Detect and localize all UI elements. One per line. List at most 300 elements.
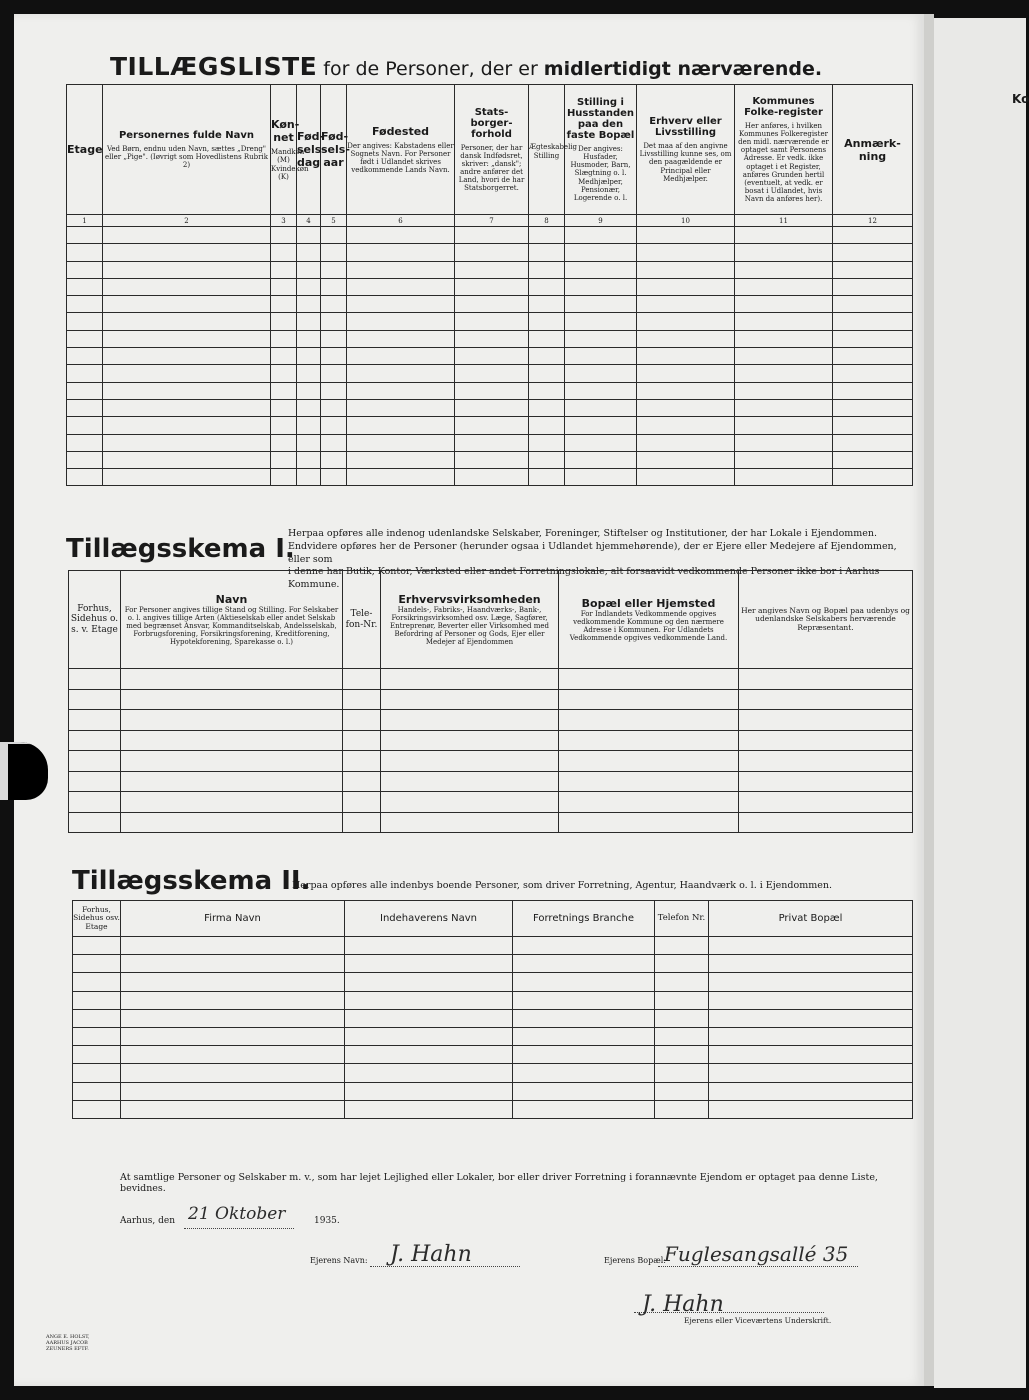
- entry-cell[interactable]: [103, 330, 271, 347]
- entry-cell[interactable]: [529, 469, 565, 486]
- entry-cell[interactable]: [735, 244, 833, 261]
- entry-cell[interactable]: [69, 710, 121, 731]
- entry-cell[interactable]: [297, 330, 321, 347]
- entry-cell[interactable]: [67, 382, 103, 399]
- entry-cell[interactable]: [529, 227, 565, 244]
- entry-cell[interactable]: [121, 955, 345, 973]
- entry-cell[interactable]: [381, 669, 559, 690]
- entry-cell[interactable]: [297, 434, 321, 451]
- entry-cell[interactable]: [739, 812, 913, 833]
- entry-cell[interactable]: [709, 1100, 913, 1118]
- entry-cell[interactable]: [297, 451, 321, 468]
- entry-cell[interactable]: [381, 812, 559, 833]
- entry-cell[interactable]: [529, 313, 565, 330]
- entry-cell[interactable]: [297, 227, 321, 244]
- entry-cell[interactable]: [321, 417, 347, 434]
- entry-cell[interactable]: [121, 689, 343, 710]
- entry-cell[interactable]: [67, 451, 103, 468]
- entry-cell[interactable]: [343, 751, 381, 772]
- entry-cell[interactable]: [655, 991, 709, 1009]
- entry-cell[interactable]: [565, 278, 637, 295]
- entry-cell[interactable]: [345, 1082, 513, 1100]
- entry-cell[interactable]: [455, 382, 529, 399]
- entry-cell[interactable]: [513, 1009, 655, 1027]
- entry-cell[interactable]: [529, 451, 565, 468]
- entry-cell[interactable]: [637, 434, 735, 451]
- entry-cell[interactable]: [321, 399, 347, 416]
- entry-cell[interactable]: [455, 261, 529, 278]
- entry-cell[interactable]: [637, 313, 735, 330]
- entry-cell[interactable]: [565, 330, 637, 347]
- entry-cell[interactable]: [347, 296, 455, 313]
- entry-cell[interactable]: [103, 313, 271, 330]
- entry-cell[interactable]: [73, 1046, 121, 1064]
- entry-cell[interactable]: [513, 1082, 655, 1100]
- entry-cell[interactable]: [67, 261, 103, 278]
- entry-cell[interactable]: [529, 244, 565, 261]
- main-col-title-3: Køn-net: [271, 118, 300, 145]
- entry-cell[interactable]: [455, 434, 529, 451]
- entry-cell[interactable]: [455, 348, 529, 365]
- entry-cell[interactable]: [513, 973, 655, 991]
- entry-cell[interactable]: [381, 689, 559, 710]
- entry-cell[interactable]: [69, 751, 121, 772]
- entry-cell[interactable]: [735, 261, 833, 278]
- entry-cell[interactable]: [565, 434, 637, 451]
- entry-cell[interactable]: [455, 330, 529, 347]
- entry-cell[interactable]: [103, 227, 271, 244]
- entry-cell[interactable]: [121, 751, 343, 772]
- entry-cell[interactable]: [271, 278, 297, 295]
- entry-cell[interactable]: [529, 330, 565, 347]
- entry-cell[interactable]: [345, 1046, 513, 1064]
- entry-cell[interactable]: [297, 469, 321, 486]
- entry-cell[interactable]: [347, 365, 455, 382]
- entry-cell[interactable]: [513, 937, 655, 955]
- entry-cell[interactable]: [739, 792, 913, 813]
- entry-cell[interactable]: [529, 296, 565, 313]
- entry-cell[interactable]: [455, 365, 529, 382]
- entry-cell[interactable]: [709, 1082, 913, 1100]
- entry-cell[interactable]: [121, 973, 345, 991]
- entry-cell[interactable]: [271, 261, 297, 278]
- entry-cell[interactable]: [67, 330, 103, 347]
- entry-cell[interactable]: [297, 399, 321, 416]
- entry-cell[interactable]: [513, 1027, 655, 1045]
- column-number-2: 2: [103, 215, 271, 227]
- entry-cell[interactable]: [833, 417, 913, 434]
- entry-cell[interactable]: [513, 1100, 655, 1118]
- entry-cell[interactable]: [833, 469, 913, 486]
- entry-cell[interactable]: [709, 1046, 913, 1064]
- entry-cell[interactable]: [637, 261, 735, 278]
- entry-cell[interactable]: [103, 244, 271, 261]
- entry-cell[interactable]: [735, 296, 833, 313]
- entry-cell[interactable]: [529, 434, 565, 451]
- entry-cell[interactable]: [655, 1064, 709, 1082]
- entry-cell[interactable]: [637, 278, 735, 295]
- entry-cell[interactable]: [69, 812, 121, 833]
- entry-cell[interactable]: [709, 955, 913, 973]
- entry-cell[interactable]: [529, 399, 565, 416]
- title-main: TILLÆGSLISTE: [110, 52, 318, 81]
- entry-cell[interactable]: [455, 313, 529, 330]
- entry-cell[interactable]: [637, 330, 735, 347]
- entry-cell[interactable]: [565, 451, 637, 468]
- entry-cell[interactable]: [833, 434, 913, 451]
- entry-cell[interactable]: [271, 348, 297, 365]
- entry-cell[interactable]: [271, 244, 297, 261]
- entry-cell[interactable]: [833, 382, 913, 399]
- entry-cell[interactable]: [297, 348, 321, 365]
- entry-cell[interactable]: [655, 937, 709, 955]
- entry-cell[interactable]: [655, 955, 709, 973]
- entry-cell[interactable]: [271, 417, 297, 434]
- entry-cell[interactable]: [381, 771, 559, 792]
- entry-cell[interactable]: [637, 399, 735, 416]
- skema1-col-bopael: [559, 571, 739, 669]
- entry-cell[interactable]: [347, 330, 455, 347]
- entry-cell[interactable]: [735, 313, 833, 330]
- entry-cell[interactable]: [103, 417, 271, 434]
- entry-cell[interactable]: [67, 227, 103, 244]
- entry-cell[interactable]: [833, 451, 913, 468]
- entry-cell[interactable]: [455, 469, 529, 486]
- entry-cell[interactable]: [347, 382, 455, 399]
- entry-cell[interactable]: [529, 417, 565, 434]
- entry-cell[interactable]: [637, 451, 735, 468]
- entry-cell[interactable]: [67, 434, 103, 451]
- entry-cell[interactable]: [73, 1100, 121, 1118]
- entry-cell[interactable]: [271, 227, 297, 244]
- entry-cell[interactable]: [103, 365, 271, 382]
- entry-cell[interactable]: [735, 434, 833, 451]
- entry-cell[interactable]: [565, 365, 637, 382]
- entry-cell[interactable]: [67, 296, 103, 313]
- entry-cell[interactable]: [121, 771, 343, 792]
- entry-cell[interactable]: [321, 330, 347, 347]
- entry-cell[interactable]: [103, 261, 271, 278]
- entry-cell[interactable]: [271, 469, 297, 486]
- entry-cell[interactable]: [321, 227, 347, 244]
- entry-cell[interactable]: [271, 313, 297, 330]
- entry-cell[interactable]: [455, 296, 529, 313]
- entry-cell[interactable]: [637, 296, 735, 313]
- entry-cell[interactable]: [347, 469, 455, 486]
- entry-cell[interactable]: [347, 451, 455, 468]
- entry-cell[interactable]: [735, 417, 833, 434]
- entry-cell[interactable]: [103, 469, 271, 486]
- entry-cell[interactable]: [455, 227, 529, 244]
- skema2-entry-row: [73, 1100, 913, 1118]
- entry-cell[interactable]: [297, 261, 321, 278]
- entry-cell[interactable]: [67, 278, 103, 295]
- entry-cell[interactable]: [565, 417, 637, 434]
- entry-cell[interactable]: [73, 937, 121, 955]
- entry-cell[interactable]: [559, 689, 739, 710]
- entry-cell[interactable]: [347, 348, 455, 365]
- entry-cell[interactable]: [455, 399, 529, 416]
- entry-cell[interactable]: [381, 792, 559, 813]
- entry-cell[interactable]: [833, 227, 913, 244]
- owner-address-line: [658, 1266, 858, 1267]
- entry-cell[interactable]: [565, 313, 637, 330]
- entry-cell[interactable]: [381, 710, 559, 731]
- entry-cell[interactable]: [297, 313, 321, 330]
- entry-cell[interactable]: [121, 1082, 345, 1100]
- entry-cell[interactable]: [343, 792, 381, 813]
- entry-cell[interactable]: [121, 812, 343, 833]
- entry-cell[interactable]: [347, 417, 455, 434]
- main-col-title-5: Fød-sels-aar: [321, 130, 350, 169]
- entry-cell[interactable]: [637, 244, 735, 261]
- entry-cell[interactable]: [121, 669, 343, 690]
- entry-cell[interactable]: [833, 296, 913, 313]
- entry-cell[interactable]: [735, 469, 833, 486]
- entry-cell[interactable]: [321, 382, 347, 399]
- entry-cell[interactable]: [321, 313, 347, 330]
- entry-cell[interactable]: [73, 973, 121, 991]
- entry-cell[interactable]: [271, 330, 297, 347]
- entry-cell[interactable]: [739, 710, 913, 731]
- entry-cell[interactable]: [513, 991, 655, 1009]
- entry-cell[interactable]: [271, 399, 297, 416]
- entry-cell[interactable]: [271, 434, 297, 451]
- entry-cell[interactable]: [345, 955, 513, 973]
- entry-cell[interactable]: [739, 689, 913, 710]
- entry-cell[interactable]: [455, 244, 529, 261]
- entry-cell[interactable]: [73, 1082, 121, 1100]
- entry-cell[interactable]: [637, 469, 735, 486]
- entry-cell[interactable]: [121, 1100, 345, 1118]
- entry-cell[interactable]: [271, 296, 297, 313]
- entry-cell[interactable]: [345, 1100, 513, 1118]
- entry-cell[interactable]: [637, 365, 735, 382]
- entry-cell[interactable]: [67, 244, 103, 261]
- entry-cell[interactable]: [513, 1064, 655, 1082]
- entry-cell[interactable]: [739, 669, 913, 690]
- entry-cell[interactable]: [833, 365, 913, 382]
- entry-cell[interactable]: [735, 278, 833, 295]
- entry-cell[interactable]: [343, 669, 381, 690]
- entry-cell[interactable]: [709, 1027, 913, 1045]
- entry-cell[interactable]: [565, 261, 637, 278]
- entry-cell[interactable]: [321, 296, 347, 313]
- entry-cell[interactable]: [343, 710, 381, 731]
- entry-cell[interactable]: [833, 278, 913, 295]
- entry-cell[interactable]: [69, 669, 121, 690]
- entry-cell[interactable]: [565, 399, 637, 416]
- entry-cell[interactable]: [455, 417, 529, 434]
- entry-cell[interactable]: [321, 451, 347, 468]
- entry-cell[interactable]: [343, 812, 381, 833]
- entry-cell[interactable]: [121, 710, 343, 731]
- entry-cell[interactable]: [121, 1064, 345, 1082]
- entry-cell[interactable]: [565, 227, 637, 244]
- entry-cell[interactable]: [833, 261, 913, 278]
- entry-cell[interactable]: [121, 991, 345, 1009]
- entry-cell[interactable]: [69, 792, 121, 813]
- entry-cell[interactable]: [297, 365, 321, 382]
- entry-cell[interactable]: [559, 771, 739, 792]
- entry-cell[interactable]: [529, 348, 565, 365]
- entry-cell[interactable]: [121, 730, 343, 751]
- entry-cell[interactable]: [321, 434, 347, 451]
- entry-cell[interactable]: [69, 689, 121, 710]
- entry-cell[interactable]: [455, 278, 529, 295]
- entry-cell[interactable]: [67, 417, 103, 434]
- entry-cell[interactable]: [297, 244, 321, 261]
- entry-cell[interactable]: [321, 261, 347, 278]
- entry-cell[interactable]: [565, 296, 637, 313]
- entry-cell[interactable]: [739, 771, 913, 792]
- entry-cell[interactable]: [297, 417, 321, 434]
- entry-cell[interactable]: [513, 1046, 655, 1064]
- entry-cell[interactable]: [347, 313, 455, 330]
- entry-cell[interactable]: [73, 1009, 121, 1027]
- entry-cell[interactable]: [321, 278, 347, 295]
- entry-cell[interactable]: [347, 244, 455, 261]
- entry-cell[interactable]: [271, 451, 297, 468]
- entry-cell[interactable]: [345, 1009, 513, 1027]
- entry-cell[interactable]: [343, 771, 381, 792]
- entry-cell[interactable]: [637, 227, 735, 244]
- entry-cell[interactable]: [103, 399, 271, 416]
- entry-cell[interactable]: [321, 469, 347, 486]
- entry-cell[interactable]: [529, 382, 565, 399]
- entry-cell[interactable]: [347, 399, 455, 416]
- entry-cell[interactable]: [565, 469, 637, 486]
- entry-cell[interactable]: [73, 991, 121, 1009]
- entry-cell[interactable]: [655, 1100, 709, 1118]
- entry-cell[interactable]: [637, 382, 735, 399]
- entry-cell[interactable]: [833, 348, 913, 365]
- skema2-description: Herpaa opføres alle indenbys boende Personer, som driver Forretning, Agentur, Haandværk o. l. i Ejendommen.: [292, 880, 832, 891]
- entry-cell[interactable]: [709, 1064, 913, 1082]
- entry-cell[interactable]: [321, 348, 347, 365]
- entry-cell[interactable]: [381, 730, 559, 751]
- entry-cell[interactable]: [735, 399, 833, 416]
- entry-cell[interactable]: [833, 399, 913, 416]
- entry-cell[interactable]: [73, 955, 121, 973]
- skema1-desc-line-c: i denne har Butik, Kontor, Værksted eller andet Forretningslokale, alt forsaavidt vedkommende Personer ikke bor i Aarhus Kommune.: [288, 566, 880, 591]
- entry-cell[interactable]: [73, 1027, 121, 1045]
- entry-cell[interactable]: [103, 382, 271, 399]
- entry-cell[interactable]: [271, 382, 297, 399]
- entry-cell[interactable]: [565, 382, 637, 399]
- main-col-header-6: [347, 85, 455, 215]
- entry-cell[interactable]: [565, 244, 637, 261]
- entry-cell[interactable]: [735, 348, 833, 365]
- entry-cell[interactable]: [735, 382, 833, 399]
- entry-cell[interactable]: [345, 1027, 513, 1045]
- entry-cell[interactable]: [513, 955, 655, 973]
- owner-address-label: Ejerens Bopæl:: [604, 1256, 667, 1265]
- entry-cell[interactable]: [455, 451, 529, 468]
- entry-cell[interactable]: [121, 1046, 345, 1064]
- entry-cell[interactable]: [381, 751, 559, 772]
- entry-cell[interactable]: [297, 278, 321, 295]
- entry-cell[interactable]: [103, 451, 271, 468]
- entry-cell[interactable]: [833, 330, 913, 347]
- entry-cell[interactable]: [297, 382, 321, 399]
- entry-cell[interactable]: [103, 434, 271, 451]
- entry-cell[interactable]: [103, 278, 271, 295]
- entry-cell[interactable]: [103, 348, 271, 365]
- entry-cell[interactable]: [347, 227, 455, 244]
- entry-cell[interactable]: [321, 244, 347, 261]
- entry-cell[interactable]: [67, 313, 103, 330]
- entry-cell[interactable]: [347, 434, 455, 451]
- entry-cell[interactable]: [529, 261, 565, 278]
- entry-cell[interactable]: [69, 730, 121, 751]
- entry-cell[interactable]: [833, 313, 913, 330]
- entry-cell[interactable]: [655, 1082, 709, 1100]
- entry-cell[interactable]: [321, 365, 347, 382]
- entry-cell[interactable]: [73, 1064, 121, 1082]
- entry-cell[interactable]: [347, 261, 455, 278]
- entry-cell[interactable]: [559, 710, 739, 731]
- entry-cell[interactable]: [709, 937, 913, 955]
- entry-cell[interactable]: [345, 937, 513, 955]
- entry-cell[interactable]: [343, 689, 381, 710]
- entry-cell[interactable]: [343, 730, 381, 751]
- entry-cell[interactable]: [559, 669, 739, 690]
- entry-cell[interactable]: [735, 227, 833, 244]
- entry-cell[interactable]: [559, 792, 739, 813]
- entry-cell[interactable]: [345, 991, 513, 1009]
- entry-cell[interactable]: [709, 973, 913, 991]
- entry-cell[interactable]: [739, 751, 913, 772]
- entry-cell[interactable]: [345, 973, 513, 991]
- entry-cell[interactable]: [559, 730, 739, 751]
- entry-cell[interactable]: [67, 399, 103, 416]
- entry-cell[interactable]: [67, 348, 103, 365]
- entry-cell[interactable]: [655, 1009, 709, 1027]
- entry-cell[interactable]: [121, 1009, 345, 1027]
- entry-cell[interactable]: [709, 1009, 913, 1027]
- entry-cell[interactable]: [655, 973, 709, 991]
- entry-cell[interactable]: [345, 1064, 513, 1082]
- entry-cell[interactable]: [709, 991, 913, 1009]
- entry-cell[interactable]: [655, 1046, 709, 1064]
- entry-cell[interactable]: [67, 365, 103, 382]
- entry-cell[interactable]: [637, 348, 735, 365]
- entry-cell[interactable]: [739, 730, 913, 751]
- entry-cell[interactable]: [637, 417, 735, 434]
- entry-cell[interactable]: [67, 469, 103, 486]
- entry-cell[interactable]: [735, 451, 833, 468]
- entry-cell[interactable]: [121, 1027, 345, 1045]
- entry-cell[interactable]: [735, 330, 833, 347]
- entry-cell[interactable]: [69, 771, 121, 792]
- entry-cell[interactable]: [121, 937, 345, 955]
- skema2-col-header-1: Forhus, Sidehus osv. Etage: [73, 901, 121, 937]
- entry-cell[interactable]: [297, 296, 321, 313]
- entry-cell[interactable]: [559, 751, 739, 772]
- entry-cell[interactable]: [529, 278, 565, 295]
- entry-cell[interactable]: [735, 365, 833, 382]
- entry-cell[interactable]: [833, 244, 913, 261]
- entry-cell[interactable]: [347, 278, 455, 295]
- entry-cell[interactable]: [529, 365, 565, 382]
- entry-cell[interactable]: [559, 812, 739, 833]
- entry-cell[interactable]: [655, 1027, 709, 1045]
- entry-cell[interactable]: [121, 792, 343, 813]
- entry-cell[interactable]: [103, 296, 271, 313]
- entry-cell[interactable]: [271, 365, 297, 382]
- entry-cell[interactable]: [565, 348, 637, 365]
